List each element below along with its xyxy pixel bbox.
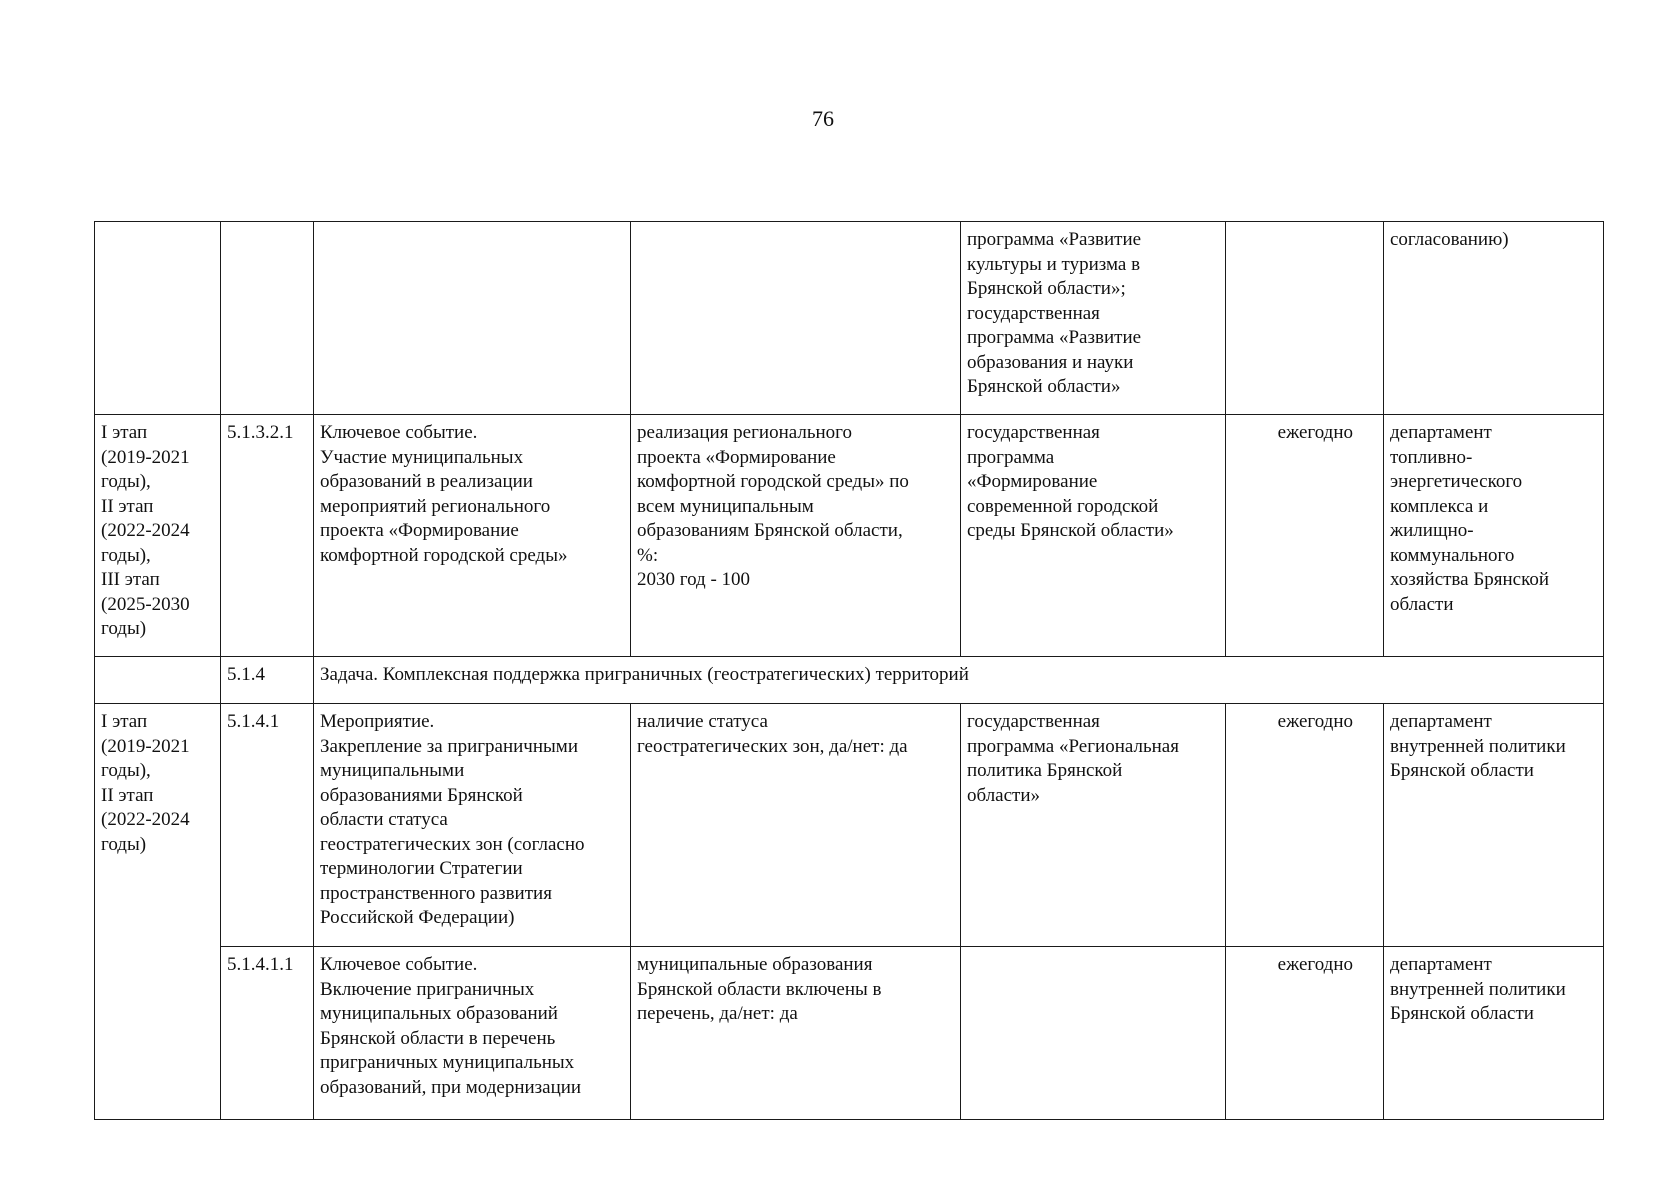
page-number: 76: [812, 106, 834, 131]
code-cell: 5.1.4: [221, 657, 314, 704]
stage-cell: [95, 657, 221, 704]
indicator-cell: муниципальные образования Брянской области включены в перечень, да/нет: да: [631, 947, 961, 1120]
event-cell: Ключевое событие. Участие муниципальных образований в реализации мероприятий регионального проекта «Формирование комфортной городской среды»: [314, 415, 631, 657]
event-cell: Ключевое событие. Включение приграничных муниципальных образований Брянской области в перечень приграничных муниципальных образований, при модернизации: [314, 947, 631, 1120]
stage-cell: I этап (2019-2021 годы), II этап (2022-2024 годы): [95, 704, 221, 1120]
responsible-cell: департамент внутренней политики Брянской области: [1384, 704, 1604, 947]
task-cell: Задача. Комплексная поддержка приграничных (геостратегических) территорий: [314, 657, 1604, 704]
code-cell: 5.1.4.1.1: [221, 947, 314, 1120]
frequency-cell: ежегодно: [1226, 415, 1384, 657]
indicator-cell: [631, 222, 961, 415]
program-cell: программа «Развитие культуры и туризма в Брянской области»; государственная программа «Развитие образования и науки Брянской области»: [961, 222, 1226, 415]
stage-cell: I этап (2019-2021 годы), II этап (2022-2024 годы), III этап (2025-2030 годы): [95, 415, 221, 657]
table-row: [95, 222, 1604, 415]
program-cell: государственная программа «Региональная политика Брянской области»: [961, 704, 1226, 947]
indicator-cell: реализация регионального проекта «Формирование комфортной городской среды» по всем муниципальным образованиям Брянской области, %: 2030 год - 100: [631, 415, 961, 657]
frequency-cell: [1226, 222, 1384, 415]
measures-table: [94, 221, 1604, 1120]
table-row: [95, 657, 1604, 704]
responsible-cell: департамент внутренней политики Брянской области: [1384, 947, 1604, 1120]
program-cell: государственная программа «Формирование современной городской среды Брянской области»: [961, 415, 1226, 657]
indicator-cell: наличие статуса геостратегических зон, да/нет: да: [631, 704, 961, 947]
responsible-cell: согласованию): [1384, 222, 1604, 415]
table-row: [95, 947, 1604, 1120]
code-cell: 5.1.4.1: [221, 704, 314, 947]
table-row: [95, 704, 1604, 947]
program-cell: [961, 947, 1226, 1120]
event-cell: [314, 222, 631, 415]
frequency-cell: ежегодно: [1226, 704, 1384, 947]
event-cell: Мероприятие. Закрепление за приграничными муниципальными образованиями Брянской области статуса геостратегических зон (согласно терминологии Стратегии пространственного развития Российской Федерации): [314, 704, 631, 947]
stage-cell: [95, 222, 221, 415]
code-cell: 5.1.3.2.1: [221, 415, 314, 657]
table-row: [95, 415, 1604, 657]
responsible-cell: департамент топливно- энергетического комплекса и жилищно- коммунального хозяйства Брянской области: [1384, 415, 1604, 657]
code-cell: [221, 222, 314, 415]
frequency-cell: ежегодно: [1226, 947, 1384, 1120]
